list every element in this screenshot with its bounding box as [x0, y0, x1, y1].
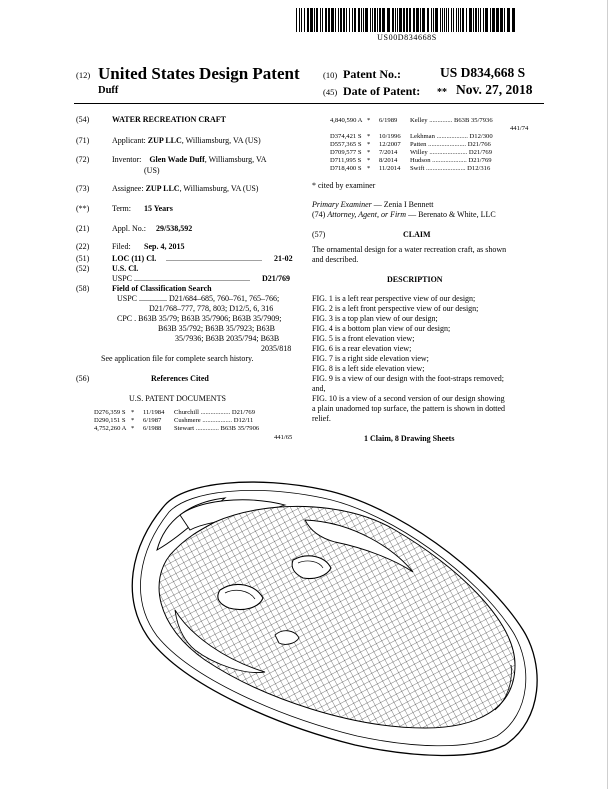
date-star-marker: ** — [437, 87, 447, 98]
attorney-agent: (74) Attorney, Agent, or Firm — Berenato & White, LLC — [312, 210, 496, 219]
us-cl-label: U.S. Cl. — [112, 264, 139, 273]
uspc-dots: .......................................................... — [134, 274, 250, 283]
barcode-image — [296, 8, 518, 32]
assignee-label: Assignee: — [112, 184, 144, 193]
code-45: (45) — [323, 87, 338, 97]
loc-value: 21-02 — [274, 254, 293, 263]
code-51: (51) — [76, 254, 90, 263]
term-value: 15 Years — [144, 204, 173, 213]
reference-row: 4,840,590 A * 6/1989 Kelley .............. B63B 35/7936 — [330, 117, 493, 124]
page-edge — [607, 0, 608, 789]
reference-row: D374,421 S * 10/1996 Lekhman ................... D12/300 — [330, 133, 493, 140]
field-search-line: D21/768–777, 778, 803; D12/5, 6, 316 — [149, 304, 274, 313]
description-line: FIG. 3 is a top plan view of our design; — [312, 314, 438, 323]
description-line: FIG. 2 is a left front perspective view of our design; — [312, 304, 479, 313]
code-54: (54) — [76, 115, 90, 124]
code-71: (71) — [76, 136, 90, 145]
assignee-name: ZUP LLC — [145, 184, 180, 193]
header-rule — [74, 103, 544, 104]
description-heading: DESCRIPTION — [387, 275, 443, 284]
description-line: and, — [312, 384, 326, 393]
code-52: (52) — [76, 264, 90, 273]
reference-continuation: 441/65 — [274, 434, 293, 441]
term-label: Term: — [112, 204, 131, 213]
inventor-place-country: (US) — [144, 166, 160, 175]
reference-row: D718,400 S * 11/2014 Swift ........................ D12/316 — [330, 165, 491, 172]
field-search-line: CPC . B63B 35/79; B63B 35/7906; B63B 35/7909; — [117, 314, 282, 323]
code-56: (56) — [76, 374, 90, 383]
document-number: US00D834668S — [377, 33, 437, 42]
description-line: FIG. 5 is a front elevation view; — [312, 334, 415, 343]
uspc-value: D21/769 — [262, 274, 290, 283]
patent-number-label: Patent No.: — [343, 67, 401, 81]
inventor-label: Inventor: — [112, 155, 142, 164]
description-line: FIG. 8 is a left side elevation view; — [312, 364, 425, 373]
code-72: (72) — [76, 155, 90, 164]
claims-and-sheets-count: 1 Claim, 8 Drawing Sheets — [364, 434, 455, 443]
reference-row: D557,365 S * 12/2007 Patten ....................... D21/766 — [330, 141, 491, 148]
filed-value: Sep. 4, 2015 — [144, 242, 185, 251]
description-line: FIG. 7 is a right side elevation view; — [312, 354, 429, 363]
applicant-surname: Duff — [98, 85, 119, 96]
patent-number: US D834,668 S — [440, 65, 526, 80]
applicant-label: Applicant: — [112, 136, 146, 145]
code-73: (73) — [76, 184, 90, 193]
reference-row: D290,151 S * 6/1987 Cushmere .................. D12/11 — [94, 417, 254, 424]
code-21: (21) — [76, 224, 90, 233]
description-line: FIG. 10 is a view of a second version of our design showing — [312, 394, 505, 403]
us-patent-documents-heading: U.S. PATENT DOCUMENTS — [129, 394, 226, 403]
reference-continuation: 441/74 — [510, 125, 529, 132]
design-title: WATER RECREATION CRAFT — [112, 115, 226, 124]
inventor-field — [112, 155, 267, 165]
loc-dots: ................................................ — [166, 254, 262, 263]
assignee-field — [112, 184, 258, 194]
reference-row: D711,995 S * 8/2014 Hudson ..................... D21/769 — [330, 157, 492, 164]
code-57: (57) — [312, 230, 326, 239]
water-craft-drawing — [95, 460, 545, 760]
field-search-line: USPC .............. D21/684–685, 760–761, 765–766; — [117, 294, 280, 303]
appl-no-value: 29/538,592 — [156, 224, 193, 233]
appl-no-label: Appl. No.: — [112, 224, 146, 233]
loc-label: LOC (11) Cl. — [112, 254, 157, 263]
filed-label: Filed: — [112, 242, 131, 251]
inventor-place: , Williamsburg, VA — [204, 155, 267, 164]
field-search-note: See application file for complete search history. — [101, 354, 254, 363]
field-search-line: 2035/818 — [261, 344, 292, 353]
date-of-patent: Nov. 27, 2018 — [456, 82, 533, 97]
field-search-label: Field of Classification Search — [112, 284, 212, 293]
code-58: (58) — [76, 284, 90, 293]
description-line: relief. — [312, 414, 331, 423]
field-search-line: B63B 35/792; B63B 35/7923; B63B — [158, 324, 275, 333]
assignee-place: , Williamsburg, VA (US) — [179, 184, 259, 193]
cited-by-examiner-note: * cited by examiner — [312, 181, 376, 190]
uspc-label: USPC — [112, 274, 133, 283]
code-22: (22) — [76, 242, 90, 251]
references-cited-heading: References Cited — [151, 374, 209, 383]
claim-heading: CLAIM — [403, 230, 431, 239]
description-line: a plain unadorned top surface, the pattern is shown in dotted — [312, 404, 506, 413]
claim-text: The ornamental design for a water recreation craft, as shown — [312, 245, 507, 254]
description-line: FIG. 4 is a bottom plan view of our design; — [312, 324, 451, 333]
code-10: (10) — [323, 70, 338, 80]
applicant-place: , Williamsburg, VA (US) — [181, 136, 261, 145]
applicant-name: ZUP LLC — [147, 136, 182, 145]
claim-text: and described. — [312, 255, 359, 264]
primary-examiner: Primary Examiner — Zenia I Bennett — [312, 200, 434, 209]
code-term: (**) — [76, 204, 90, 213]
description-line: FIG. 9 is a view of our design with the foot-straps removed; — [312, 374, 504, 383]
reference-row: 4,752,260 A * 6/1988 Stewart .............. B63B 35/7906 — [94, 425, 260, 432]
inventor-name: Glen Wade Duff — [149, 155, 205, 164]
description-line: FIG. 1 is a left rear perspective view of our design; — [312, 294, 476, 303]
applicant-field — [112, 136, 261, 146]
reference-row: D276,359 S * 11/1984 Churchill .................. D21/769 — [94, 409, 255, 416]
reference-row: D709,577 S * 7/2014 Willey ....................... D21/769 — [330, 149, 492, 156]
code-12: (12) — [76, 70, 91, 80]
description-line: FIG. 6 is a rear elevation view; — [312, 344, 412, 353]
field-search-line: 35/7936; B63B 2035/794; B63B — [175, 334, 280, 343]
patent-type-title: United States Design Patent — [98, 64, 300, 83]
date-of-patent-label: Date of Patent: — [343, 84, 421, 98]
